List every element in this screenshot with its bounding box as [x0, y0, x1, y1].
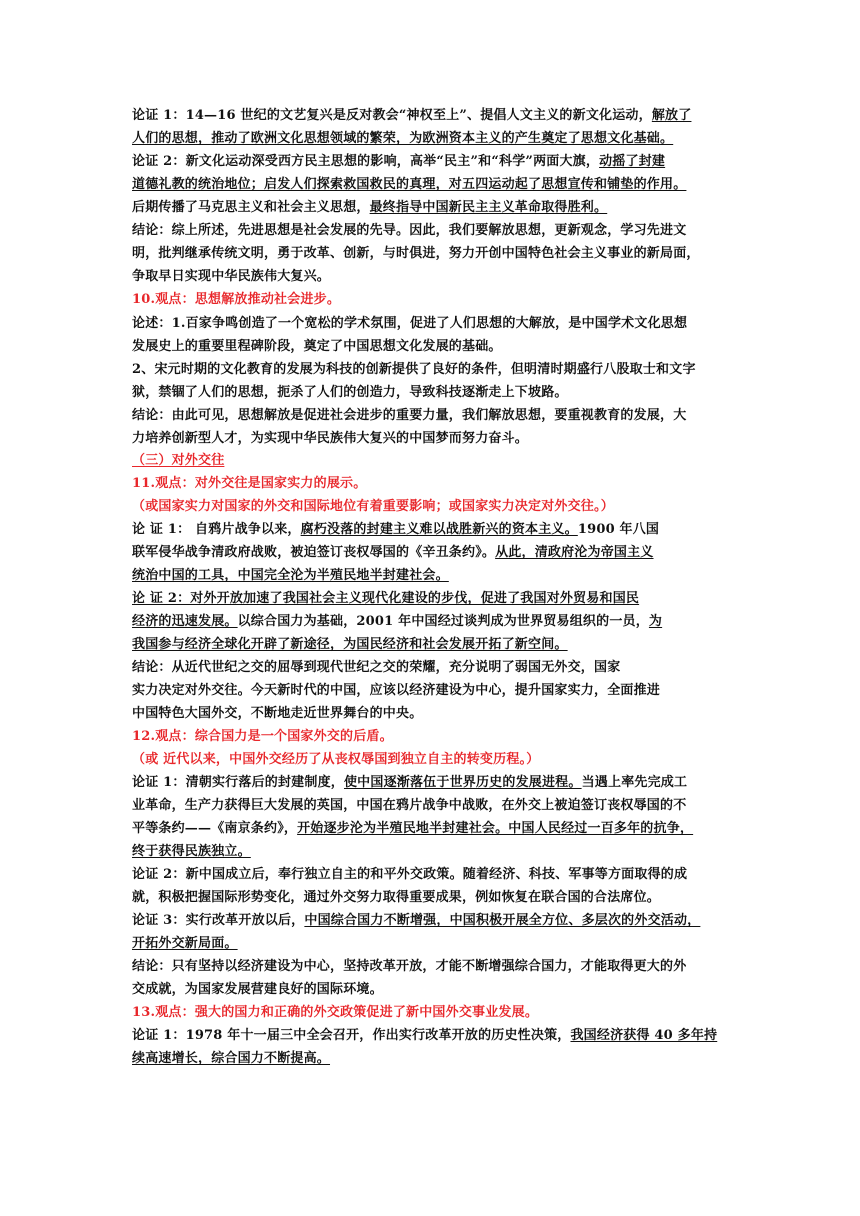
underlined-span: 解放了 — [651, 108, 692, 123]
underlined-span: 经济的迅速发展。 — [132, 614, 238, 629]
text-span: 明，批判继承传统文明，勇于改革、创新，与时俱进，努力开创中国特色社会主义事业的新局面， — [132, 246, 700, 261]
text-span: 平等条约——《南京条约》， — [132, 821, 298, 836]
text-line — [132, 705, 422, 723]
text-span: 联军侵华战争清政府战败，被迫签订丧权辱国的《辛丑条约》。 — [132, 545, 496, 560]
text-line — [132, 958, 686, 976]
text-line — [132, 659, 620, 677]
text-line — [132, 935, 238, 953]
text-span: 论证 2：新中国成立后，奉行独立自主的和平外交政策。随着经济、科技、军事等方面取得的成 — [132, 867, 688, 882]
text-line — [132, 774, 687, 792]
text-span: 11.观点：对外交往是国家实力的展示。 — [132, 476, 367, 491]
text-line — [132, 682, 660, 700]
underlined-span: 论 证 2：对外开放加速了我国社会主义现代化建设的步伐，促进了我国对外贸易和国民 — [132, 591, 640, 606]
text-span: 结论：由此可见，思想解放是促进社会进步的重要力量，我们解放思想，要重视教育的发展，大 — [132, 408, 687, 423]
underlined-span: 开拓外交新局面。 — [132, 936, 238, 951]
text-line — [132, 245, 700, 263]
text-line — [132, 199, 607, 217]
text-line — [132, 866, 687, 884]
text-line — [132, 521, 659, 539]
text-line — [132, 407, 686, 425]
text-span: 交成就，为国家发展营建良好的国际环境。 — [132, 982, 383, 997]
underlined-span: 腐朽没落的封建主义难以战胜新兴的资本主义。 — [300, 522, 578, 537]
heading-line — [132, 498, 614, 516]
text-line — [132, 361, 696, 379]
text-line — [132, 544, 654, 562]
text-span: 结论：从近代世纪之交的屈辱到现代世纪之交的荣耀，充分说明了弱国无外交，国家 — [132, 660, 621, 675]
text-line — [132, 889, 660, 907]
text-span: 以综合国力为基础，2001 年中国经过谈判成为世界贸易组织的一员， — [237, 614, 649, 629]
text-line — [132, 107, 691, 125]
text-line — [132, 176, 686, 194]
text-span: 论 证 1： 自鸦片战争以来， — [132, 522, 301, 537]
text-span: 1900 年八国 — [577, 522, 660, 537]
text-line — [132, 268, 330, 286]
underlined-span: 为 — [648, 614, 663, 629]
text-span: 2、宋元时期的文化教育的发展为科技的创新提供了良好的条件，但明清时期盛行八股取士和文字 — [132, 362, 696, 377]
text-line — [132, 315, 687, 333]
text-span: 论证 1：14—16 世纪的文艺复兴是反对教会“神权至上”、提倡人文主义的新文化运动， — [132, 108, 652, 123]
text-span: 结论：综上所述，先进思想是社会发展的先导。因此，我们要解放思想，更新观念，学习先进文 — [132, 223, 687, 238]
text-line — [132, 1027, 717, 1045]
underlined-span: 使中国逐渐落伍于世界历史的发展进程。 — [343, 775, 582, 790]
text-line — [132, 636, 568, 654]
underlined-span: 续高速增长，综合国力不断提高。 — [132, 1051, 331, 1066]
text-span: 后期传播了马克思主义和社会主义思想， — [132, 200, 370, 215]
text-line — [132, 153, 665, 171]
underlined-span: 道德礼教的统治地位；启发人们探索救国救民的真理，对五四运动起了思想宣传和铺垫的作用。 — [132, 177, 687, 192]
text-span: 实力决定对外交往。今天新时代的中国，应该以经济建设为中心，提升国家实力，全面推进 — [132, 683, 661, 698]
text-line — [132, 338, 502, 356]
underlined-span: 最终指导中国新民主主义革命取得胜利。 — [369, 200, 608, 215]
text-line — [132, 1050, 330, 1068]
heading-line — [132, 728, 393, 746]
text-span: （或 近代以来，中国外交经历了从丧权辱国到独立自主的转变历程。） — [132, 752, 540, 767]
text-line — [132, 912, 700, 930]
text-line — [132, 567, 449, 585]
underlined-span: 我国经济获得 40 多年持 — [570, 1028, 718, 1043]
heading-line — [132, 1004, 538, 1022]
heading-line — [132, 452, 224, 470]
text-line — [132, 384, 568, 402]
heading-line — [132, 291, 340, 309]
underlined-span: （三）对外交往 — [132, 453, 225, 468]
text-span: 争取早日实现中华民族伟大复兴。 — [132, 269, 331, 284]
text-span: 12.观点：综合国力是一个国家外交的后盾。 — [132, 729, 393, 744]
text-span: 业革命，生产力获得巨大发展的英国，中国在鸦片战争中战败，在外交上被迫签订丧权辱国的不 — [132, 798, 687, 813]
text-span: 当遇上率先完成工 — [581, 775, 688, 790]
text-span: 论证 1：1978 年十一届三中全会召开，作出实行改革开放的历史性决策， — [132, 1028, 571, 1043]
underlined-span: 人们的思想，推动了欧洲文化思想领域的繁荣，为欧洲资本主义的产生奠定了思想文化基础。 — [132, 131, 674, 146]
underlined-span: 终于获得民族独立。 — [132, 844, 251, 859]
text-span: 论证 1：清朝实行落后的封建制度， — [132, 775, 344, 790]
text-span: 力培养创新型人才，为实现中华民族伟大复兴的中国梦而努力奋斗。 — [132, 431, 529, 446]
text-line — [132, 430, 528, 448]
text-span: 中国特色大国外交，不断地走近世界舞台的中央。 — [132, 706, 423, 721]
text-span: 论证 2：新文化运动深受西方民主思想的影响，高举“民主”和“科学”两面大旗， — [132, 154, 600, 169]
text-span: 就，积极把握国际形势变化，通过外交努力取得重要成果，例如恢复在联合国的合法席位。 — [132, 890, 661, 905]
text-line — [132, 843, 251, 861]
underlined-span: 从此，清政府沦为帝国主义 — [495, 545, 654, 560]
text-span: 发展史上的重要里程碑阶段，奠定了中国思想文化发展的基础。 — [132, 339, 502, 354]
text-line — [132, 797, 686, 815]
heading-line — [132, 751, 539, 769]
text-line — [132, 130, 673, 148]
text-line — [132, 590, 639, 608]
text-span: 狱，禁锢了人们的思想，扼杀了人们的创造力，导致科技逐渐走上下坡路。 — [132, 385, 568, 400]
text-span: 10.观点：思想解放推动社会进步。 — [132, 292, 341, 307]
text-line — [132, 222, 686, 240]
underlined-span: 开始逐步沦为半殖民地半封建社会。中国人民经过一百多年的抗争， — [297, 821, 694, 836]
text-span: 13.观点：强大的国力和正确的外交政策促进了新中国外交事业发展。 — [132, 1005, 539, 1020]
text-span: 论述：1.百家争鸣创造了一个宽松的学术氛围，促进了人们思想的大解放，是中国学术文化思想 — [132, 316, 688, 331]
underlined-span: 中国综合国力不断增强，中国积极开展全方位、多层次的外交活动， — [304, 913, 701, 928]
underlined-span: 动摇了封建 — [599, 154, 666, 169]
text-span: 论证 3：实行改革开放以后， — [132, 913, 305, 928]
text-line — [132, 820, 693, 838]
underlined-span: 我国参与经济全球化开辟了新途径，为国民经济和社会发展开拓了新空间。 — [132, 637, 568, 652]
text-line — [132, 981, 383, 999]
text-span: （或国家实力对国家的外交和国际地位有着重要影响；或国家实力决定对外交往。） — [132, 499, 614, 514]
text-line — [132, 613, 662, 631]
text-span: 结论：只有坚持以经济建设为中心，坚持改革开放，才能不断增强综合国力，才能取得更大的外 — [132, 959, 687, 974]
underlined-span: 统治中国的工具，中国完全沦为半殖民地半封建社会。 — [132, 568, 449, 583]
heading-line — [132, 475, 366, 493]
